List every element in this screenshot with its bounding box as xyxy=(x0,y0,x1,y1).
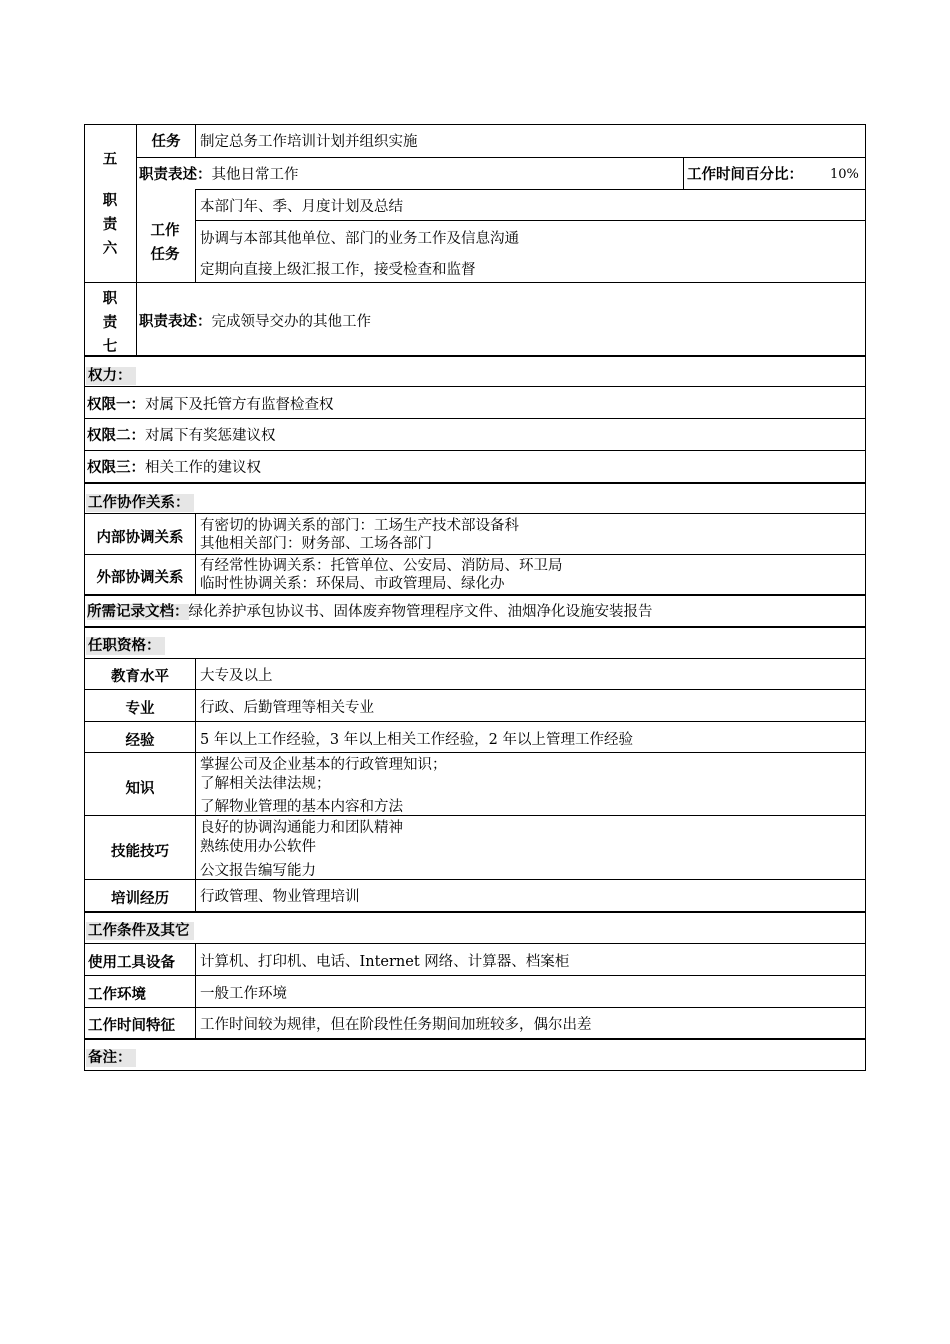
duty6-desc-text: 其他日常工作 xyxy=(211,167,299,183)
external-relations-label: 外部协调关系 xyxy=(96,570,184,586)
major-label: 专业 xyxy=(125,701,155,717)
required-records xyxy=(87,604,653,620)
education-label: 教育水平 xyxy=(111,669,169,685)
internal-relations-line-2: 其他相关部门：财务部、工场各部门 xyxy=(200,536,432,552)
duty7-desc-text: 完成领导交办的其他工作 xyxy=(211,314,371,330)
duty6-time-label: 工作时间百分比： xyxy=(687,167,803,183)
training-label: 培训经历 xyxy=(111,891,169,907)
authority-header: 权力： xyxy=(86,367,136,385)
education-text: 大专及以上 xyxy=(200,668,273,684)
skills-line-1: 良好的协调沟通能力和团队精神 xyxy=(200,820,403,836)
external-relations-line-2: 临时性协调关系：环保局、市政管理局、绿化办 xyxy=(200,576,505,592)
duty6-task-1: 本部门年、季、月度计划及总结 xyxy=(200,199,403,215)
major-text: 行政、后勤管理等相关专业 xyxy=(200,700,374,716)
duty6-description xyxy=(139,167,299,183)
duty5-number: 五 xyxy=(102,152,118,168)
experience-text: 5 年以上工作经验，3 年以上相关工作经验，2 年以上管理工作经验 xyxy=(200,732,634,748)
duty6-task-label: 工作 任务 xyxy=(150,223,180,263)
work-time-text: 工作时间较为规律，但在阶段性任务期间加班较多，偶尔出差 xyxy=(200,1017,592,1033)
required-records-text: 绿化养护承包协议书、固体废弃物管理程序文件、油烟净化设施安装报告 xyxy=(188,604,653,620)
relations-header: 工作协作关系： xyxy=(86,494,194,512)
required-records-label: 所需记录文档： xyxy=(87,604,189,620)
internal-relations-label: 内部协调关系 xyxy=(96,530,184,546)
skills-line-2: 熟练使用办公软件 xyxy=(200,839,316,855)
environment-text: 一般工作环境 xyxy=(200,986,287,1002)
duty6-task-2: 协调与本部其他单位、部门的业务工作及信息沟通 xyxy=(200,231,519,247)
remarks-label: 备注： xyxy=(86,1049,136,1067)
knowledge-line-3: 了解物业管理的基本内容和方法 xyxy=(200,799,403,815)
tools-text: 计算机、打印机、电话、Internet 网络、计算器、档案柜 xyxy=(200,954,570,970)
external-relations-line-1: 有经常性协调关系：托管单位、公安局、消防局、环卫局 xyxy=(200,558,563,574)
knowledge-line-2: 了解相关法律法规； xyxy=(200,776,331,792)
duty6-time-value: 10% xyxy=(830,167,859,182)
duty6-desc-label: 职责表述： xyxy=(139,167,212,183)
environment-label: 工作环境 xyxy=(88,987,146,1003)
training-text: 行政管理、物业管理培训 xyxy=(200,889,360,905)
skills-line-3: 公文报告编写能力 xyxy=(200,863,316,879)
duty7-desc-label: 职责表述： xyxy=(139,314,212,330)
internal-relations-line-1: 有密切的协调关系的部门：工场生产技术部设备科 xyxy=(200,518,519,534)
duty6-task-3: 定期向直接上级汇报工作，接受检查和监督 xyxy=(200,262,476,278)
authority-item-3: 权限三：相关工作的建议权 xyxy=(87,460,261,476)
duty5-task-text: 制定总务工作培训计划并组织实施 xyxy=(200,134,418,150)
authority-item-2: 权限二：对属下有奖惩建议权 xyxy=(87,428,276,444)
duty7-label: 职 责 七 xyxy=(102,291,118,355)
knowledge-line-1: 掌握公司及企业基本的行政管理知识； xyxy=(200,757,447,773)
work-time-label: 工作时间特征 xyxy=(88,1018,175,1034)
experience-label: 经验 xyxy=(125,733,155,749)
authority-item-1: 权限一：对属下及托管方有监督检查权 xyxy=(87,397,334,413)
job-description-table xyxy=(84,124,866,1071)
duty6-label: 职 责 六 xyxy=(102,193,118,257)
duty5-task-label: 任务 xyxy=(151,134,181,150)
knowledge-label: 知识 xyxy=(125,781,155,797)
conditions-header: 工作条件及其它 xyxy=(86,922,194,940)
tools-label: 使用工具设备 xyxy=(88,955,175,971)
skills-label: 技能技巧 xyxy=(111,844,169,860)
qualifications-header: 任职资格： xyxy=(86,637,165,655)
duty7-description xyxy=(139,314,371,330)
